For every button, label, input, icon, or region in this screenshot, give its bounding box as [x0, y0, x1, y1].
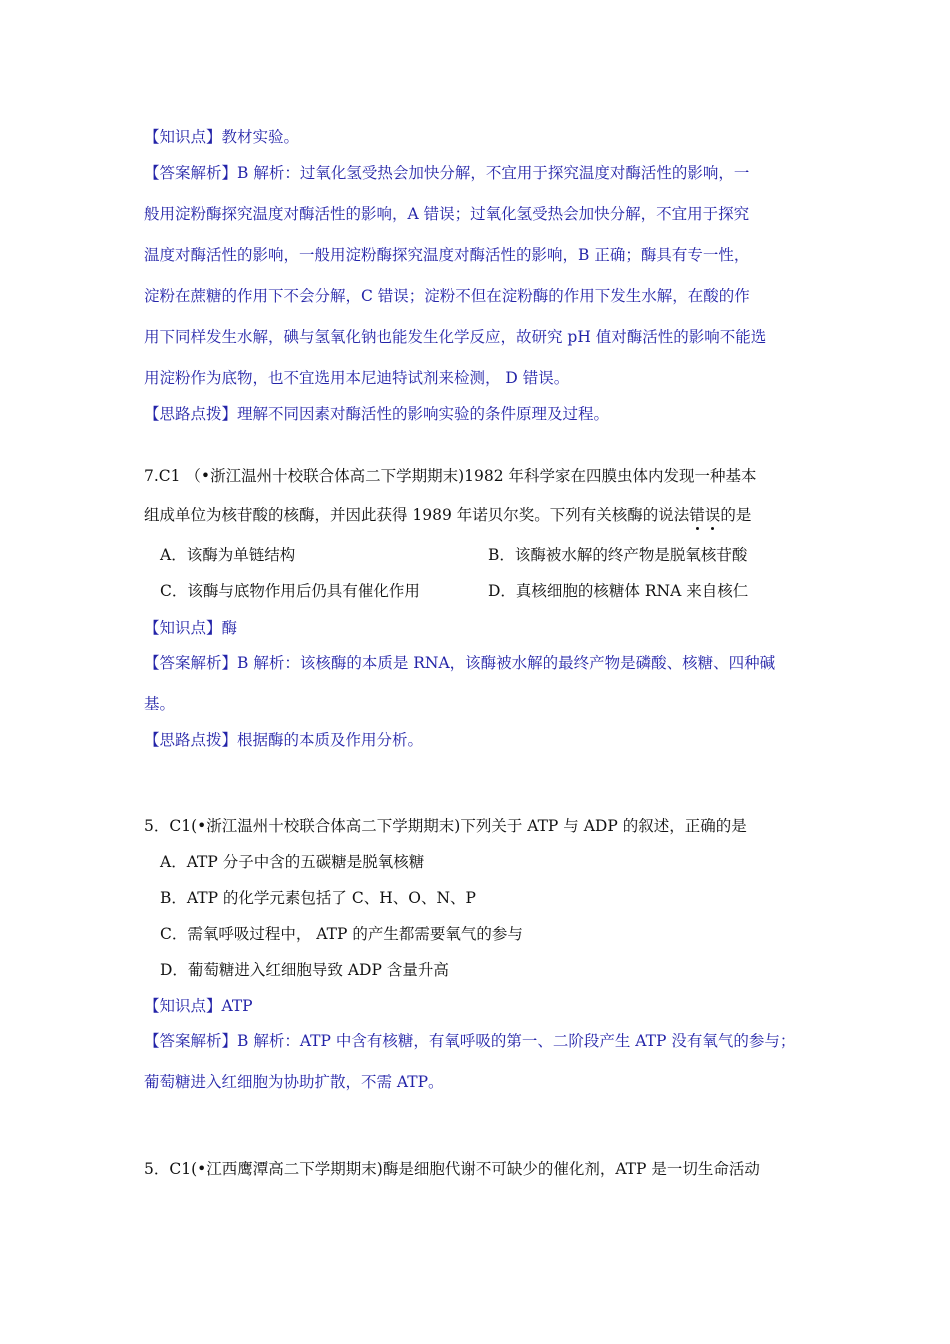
answer-analysis-line: 【答案解析】B 解析：过氧化氢受热会加快分解，不宜用于探究温度对酶活性的影响，一 — [144, 164, 750, 182]
knowledge-point: 【知识点】ATP — [144, 997, 253, 1015]
option-b: B．ATP 的化学元素包括了 C、H、O、N、P — [160, 889, 476, 907]
answer-analysis-line: 用下同样发生水解，碘与氢氧化钠也能发生化学反应，故研究 pH 值对酶活性的影响不能选 — [144, 328, 767, 346]
question-stem: 5．C1(•浙江温州十校联合体高二下学期期末)下列关于 ATP 与 ADP 的叙述，正确的是 — [144, 817, 747, 835]
answer-analysis-line: 般用淀粉酶探究温度对酶活性的影响，A 错误；过氧化氢受热会加快分解，不宜用于探究 — [144, 205, 750, 223]
question-stem — [144, 504, 751, 526]
option-a: A．该酶为单链结构 — [160, 546, 296, 564]
answer-analysis-line: 基。 — [144, 695, 176, 713]
answer-analysis-line: 【答案解析】B 解析：该核酶的本质是 RNA，该酶被水解的最终产物是磷酸、核糖、四种碱 — [144, 654, 776, 672]
answer-analysis-line: 葡萄糖进入红细胞为协助扩散，不需 ATP。 — [144, 1073, 444, 1091]
knowledge-point: 【知识点】酶 — [144, 619, 238, 637]
option-c: C．该酶与底物作用后仍具有催化作用 — [160, 582, 420, 600]
thinking-tip: 【思路点拨】根据酶的本质及作用分析。 — [144, 731, 424, 749]
emphasis-char: 错 — [689, 506, 705, 524]
answer-analysis-line: 用淀粉作为底物，也不宜选用本尼迪特试剂来检测， D 错误。 — [144, 369, 570, 387]
question-stem: 5．C1(•江西鹰潭高二下学期期末)酶是细胞代谢不可缺少的催化剂，ATP 是一切生命活动 — [144, 1160, 760, 1178]
option-a: A．ATP 分子中含的五碳糖是脱氧核糖 — [160, 853, 425, 871]
answer-analysis-line: 【答案解析】B 解析：ATP 中含有核糖，有氧呼吸的第一、二阶段产生 ATP 没有氧气的参与； — [144, 1032, 796, 1050]
stem-text: 组成单位为核苷酸的核酶，并因此获得 1989 年诺贝尔奖。下列有关核酶的说法 — [144, 506, 690, 524]
option-c: C．需氧呼吸过程中， ATP 的产生都需要氧气的参与 — [160, 925, 523, 943]
option-d: D．真核细胞的核糖体 RNA 来自核仁 — [488, 582, 749, 600]
option-b: B．该酶被水解的终产物是脱氧核苷酸 — [488, 546, 748, 564]
emphasis-char: 误 — [704, 506, 721, 524]
knowledge-point: 【知识点】教材实验。 — [144, 128, 300, 146]
option-d: D．葡萄糖进入红细胞导致 ADP 含量升高 — [160, 961, 449, 979]
answer-analysis-line: 温度对酶活性的影响，一般用淀粉酶探究温度对酶活性的影响，B 正确；酶具有专一性， — [144, 246, 750, 264]
question-stem: 7.C1 （•浙江温州十校联合体高二下学期期末)1982 年科学家在四膜虫体内发现一种基本 — [144, 467, 757, 485]
answer-analysis-line: 淀粉在蔗糖的作用下不会分解，C 错误；淀粉不但在淀粉酶的作用下发生水解，在酸的作 — [144, 287, 750, 305]
stem-text: 的是 — [720, 506, 752, 524]
thinking-tip: 【思路点拨】理解不同因素对酶活性的影响实验的条件原理及过程。 — [144, 405, 610, 423]
